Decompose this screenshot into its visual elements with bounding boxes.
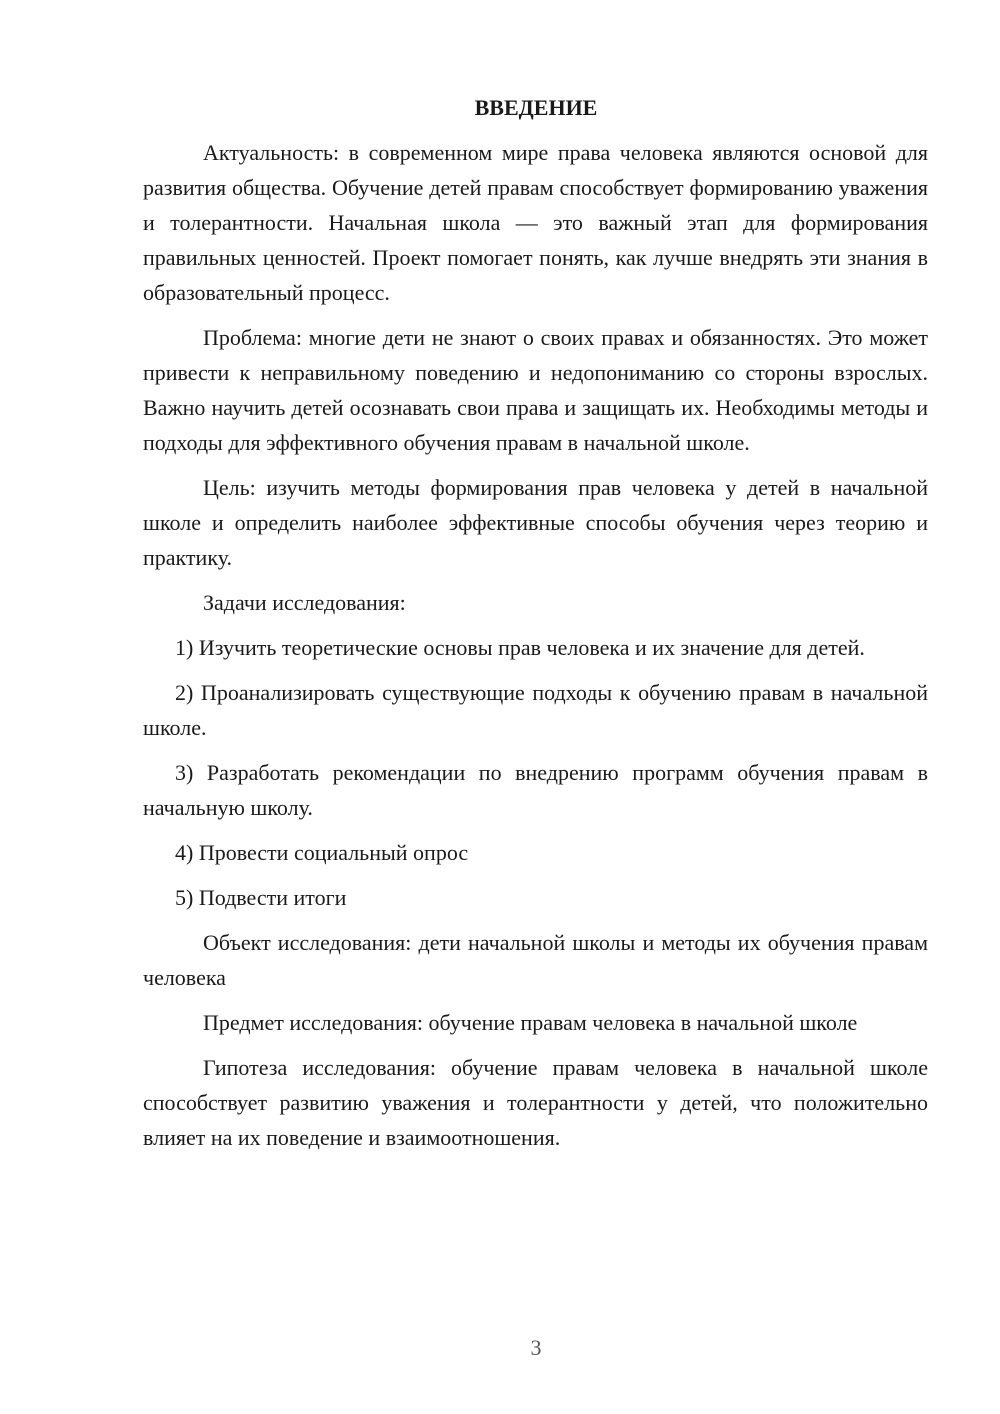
page-number: 3	[530, 1335, 542, 1360]
paragraph-hypothesis: Гипотеза исследования: обучение правам человека в начальной школе способствует развитию уважения и толерантности у детей, что положительно влияет на их поведение и взаимоотношения.	[143, 1055, 928, 1150]
paragraph-object: Объект исследования: дети начальной школы и методы их обучения правам человека	[143, 930, 928, 990]
paragraph-subject: Предмет исследования: обучение правам человека в начальной школе	[203, 1010, 858, 1035]
paragraph-tasks-heading: Задачи исследования:	[203, 590, 406, 615]
task-item-3: 3) Разработать рекомендации по внедрению программ обучения правам в начальную школу.	[143, 760, 928, 820]
task-item-1: 1) Изучить теоретические основы прав человека и их значение для детей.	[175, 635, 865, 660]
paragraph-problem: Проблема: многие дети не знают о своих правах и обязанностях. Это может привести к неправильному поведению и недопониманию со стороны взрослых. Важно научить детей осознавать свои права и защищать их. Необходимы методы и подходы для эффективного обучения правам в начальной школе.	[143, 325, 928, 455]
paragraph-goal: Цель: изучить методы формирования прав человека у детей в начальной школе и определить наиболее эффективные способы обучения через теорию и практику.	[143, 475, 928, 570]
task-item-4: 4) Провести социальный опрос	[175, 840, 469, 865]
paragraph-relevance: Актуальность: в современном мире права человека являются основой для развития общества. Обучение детей правам способствует формированию уважения и толерантности. Начальная школа — это важный этап для формирования правильных ценностей. Проект помогает понять, как лучше внедрять эти знания в образовательный процесс.	[143, 140, 928, 305]
section-title: ВВЕДЕНИЕ	[474, 95, 598, 120]
task-item-5: 5) Подвести итоги	[175, 885, 347, 910]
document-page	[143, 90, 928, 1165]
task-item-2: 2) Проанализировать существующие подходы к обучению правам в начальной школе.	[143, 680, 928, 740]
